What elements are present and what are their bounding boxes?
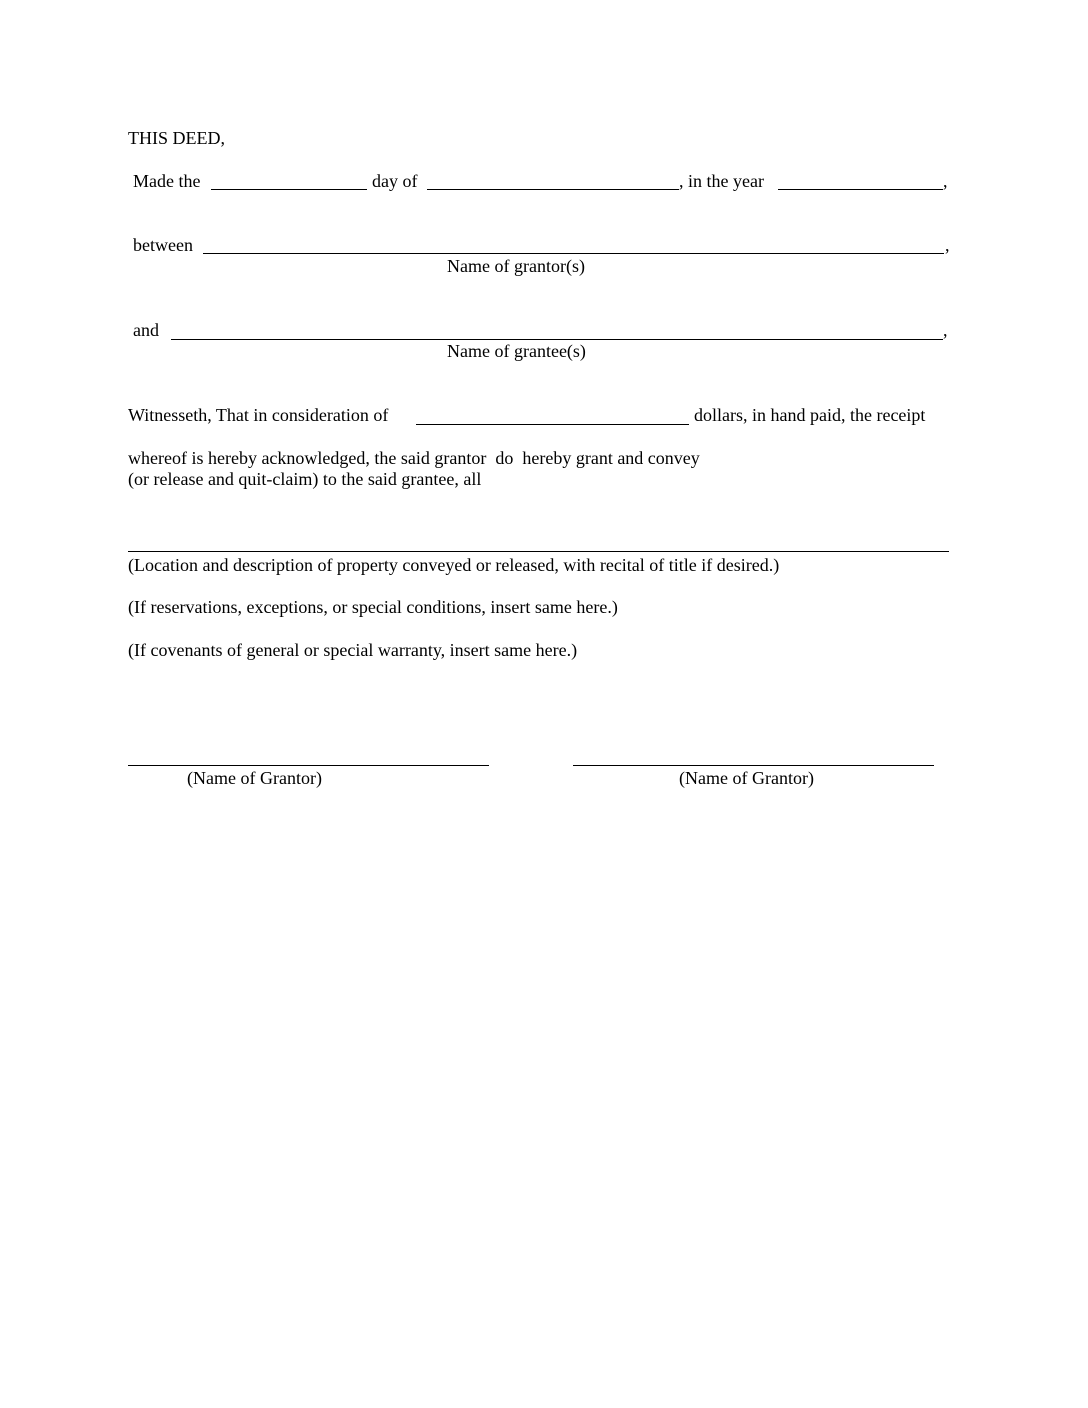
- consideration-prefix: Witnesseth, That in consideration of: [128, 405, 389, 425]
- year-label: , in the year: [679, 171, 764, 191]
- grantee-name-field[interactable]: [171, 339, 943, 340]
- grantor-signature-line-2[interactable]: [573, 765, 934, 766]
- day-field[interactable]: [211, 189, 367, 190]
- grantor-caption: Name of grantor(s): [447, 256, 585, 276]
- grantor-signature-caption-2: (Name of Grantor): [679, 768, 814, 788]
- month-field[interactable]: [427, 189, 679, 190]
- and-trailing-comma: ,: [943, 320, 948, 340]
- grantor-signature-caption-1: (Name of Grantor): [187, 768, 322, 788]
- day-of-label: day of: [372, 171, 418, 191]
- grantee-caption: Name of grantee(s): [447, 341, 586, 361]
- property-description-field[interactable]: [128, 551, 949, 552]
- document-title: THIS DEED,: [128, 128, 225, 148]
- covenants-note: (If covenants of general or special warranty, insert same here.): [128, 640, 578, 660]
- between-trailing-comma: ,: [945, 235, 950, 255]
- made-label: Made the: [133, 171, 201, 191]
- grant-paragraph-line2: (or release and quit-claim) to the said grantee, all: [128, 469, 482, 489]
- reservations-note: (If reservations, exceptions, or special conditions, insert same here.): [128, 597, 618, 617]
- year-field[interactable]: [778, 189, 943, 190]
- property-caption: (Location and description of property conveyed or released, with recital of title if desired.): [128, 555, 780, 575]
- grant-paragraph-line1: whereof is hereby acknowledged, the said grantor do hereby grant and convey: [128, 448, 700, 468]
- grantor-signature-line-1[interactable]: [128, 765, 489, 766]
- grantor-name-field[interactable]: [203, 253, 944, 254]
- between-label: between: [133, 235, 193, 255]
- consideration-amount-field[interactable]: [416, 424, 689, 425]
- made-trailing-comma: ,: [943, 171, 948, 191]
- and-label: and: [133, 320, 159, 340]
- consideration-suffix: dollars, in hand paid, the receipt: [694, 405, 926, 425]
